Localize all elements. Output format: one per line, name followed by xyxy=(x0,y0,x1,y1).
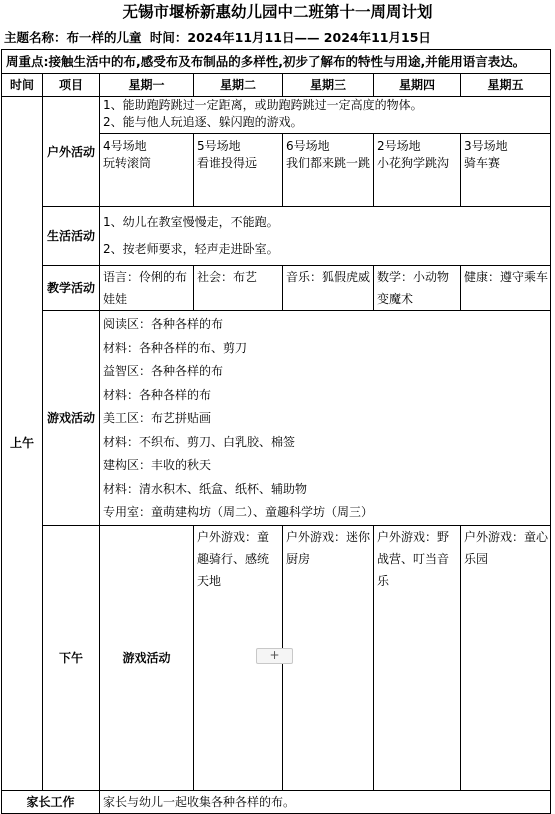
outdoor-place: 4号场地 xyxy=(103,139,147,153)
life-items xyxy=(100,207,551,266)
life-item-1: 1、幼儿在教室慢慢走，不能跑。 xyxy=(103,215,279,229)
games-line: 材料：不织布、剪刀、白乳胶、棉签 xyxy=(103,434,296,449)
add-row-button[interactable]: + xyxy=(256,648,293,664)
teaching-label: 教学活动 xyxy=(43,266,100,311)
teaching-thursday: 数学：小动物变魔术 xyxy=(374,266,461,311)
life-item-2: 2、按老师要求，轻声走进卧室。 xyxy=(103,242,279,256)
outdoor-activity: 骑车赛 xyxy=(464,156,501,170)
outdoor-wednesday xyxy=(283,134,374,207)
weekly-plan-table xyxy=(1,49,551,814)
header-time: 时间 xyxy=(2,74,43,97)
games-line: 材料：各种各样的布 xyxy=(103,387,212,402)
outdoor-activity: 看谁投得远 xyxy=(197,156,258,170)
theme-line xyxy=(4,30,554,46)
teaching-tuesday: 社会：布艺 xyxy=(194,266,283,311)
afternoon-games-label: 游戏活动 xyxy=(100,525,194,790)
afternoon-label: 下午 xyxy=(43,525,100,790)
header-tuesday: 星期二 xyxy=(194,74,283,97)
morning-label: 上午 xyxy=(2,97,43,791)
life-label: 生活活动 xyxy=(43,207,100,266)
games-line: 阅读区：各种各样的布 xyxy=(103,317,224,331)
teaching-friday: 健康：遵守乘车 xyxy=(461,266,551,311)
games-line: 材料：各种各样的布、剪刀 xyxy=(103,340,248,355)
outdoor-friday xyxy=(461,134,551,207)
outdoor-place: 6号场地 xyxy=(286,139,330,153)
outdoor-goal-2: 2、能与他人玩追逐、躲闪跑的游戏。 xyxy=(103,115,303,129)
theme-time: 时间：2024年11月11日—— 2024年11月15日 xyxy=(149,30,431,45)
games-line: 美工区：布艺拼贴画 xyxy=(103,411,212,425)
outdoor-activity: 玩转滚筒 xyxy=(103,156,152,170)
afternoon-thursday: 户外游戏：童心乐园 xyxy=(461,525,551,790)
header-item: 项目 xyxy=(43,74,100,97)
theme-name: 主题名称：布一样的儿童 xyxy=(4,30,142,45)
outdoor-goal-1: 1、能助跑跨跳过一定距离，或助跑跨跳过一定高度的物体。 xyxy=(103,98,423,112)
games-line: 材料：清水积木、纸盒、纸杯、辅助物 xyxy=(103,481,308,496)
afternoon-tuesday: 户外游戏：迷你厨房 xyxy=(283,525,374,790)
header-row xyxy=(2,74,551,97)
games-line: 益智区：各种各样的布 xyxy=(103,364,224,378)
header-friday: 星期五 xyxy=(461,74,551,97)
page-title: 无锡市堰桥新惠幼儿园中二班第十一周周计划 xyxy=(122,3,433,21)
teaching-monday: 语言：伶俐的布娃娃 xyxy=(100,266,194,311)
outdoor-activity: 我们都来跳一跳 xyxy=(286,156,371,170)
teaching-wednesday: 音乐：狐假虎威 xyxy=(283,266,374,311)
outdoor-goals xyxy=(100,97,551,134)
afternoon-wednesday: 户外游戏：野战营、叮当音乐 xyxy=(374,525,461,790)
outdoor-place: 5号场地 xyxy=(197,139,241,153)
header-thursday: 星期四 xyxy=(374,74,461,97)
parent-label: 家长工作 xyxy=(2,790,100,813)
header-wednesday: 星期三 xyxy=(283,74,374,97)
outdoor-thursday xyxy=(374,134,461,207)
header-monday: 星期一 xyxy=(100,74,194,97)
outdoor-monday xyxy=(100,134,194,207)
outdoor-place: 3号场地 xyxy=(464,139,508,153)
outdoor-label-text: 户外活动 xyxy=(46,144,95,159)
parent-text: 家长与幼儿一起收集各种各样的布。 xyxy=(100,790,551,813)
games-list xyxy=(100,311,551,526)
games-label: 游戏活动 xyxy=(43,311,100,526)
weekly-focus: 周重点:接触生活中的布,感受布及布制品的多样性,初步了解布的特性与用途,并能用语言表达。 xyxy=(2,50,551,74)
games-line: 建构区：丰收的秋天 xyxy=(103,458,212,472)
outdoor-label xyxy=(43,97,100,207)
outdoor-activity: 小花狗学跳沟 xyxy=(377,156,450,170)
games-line: 专用室：童萌建构坊（周二）、童趣科学坊（周三） xyxy=(103,505,374,519)
afternoon-monday: 户外游戏：童趣骑行、感统天地 xyxy=(194,525,283,790)
outdoor-tuesday xyxy=(194,134,283,207)
outdoor-place: 2号场地 xyxy=(377,139,421,153)
